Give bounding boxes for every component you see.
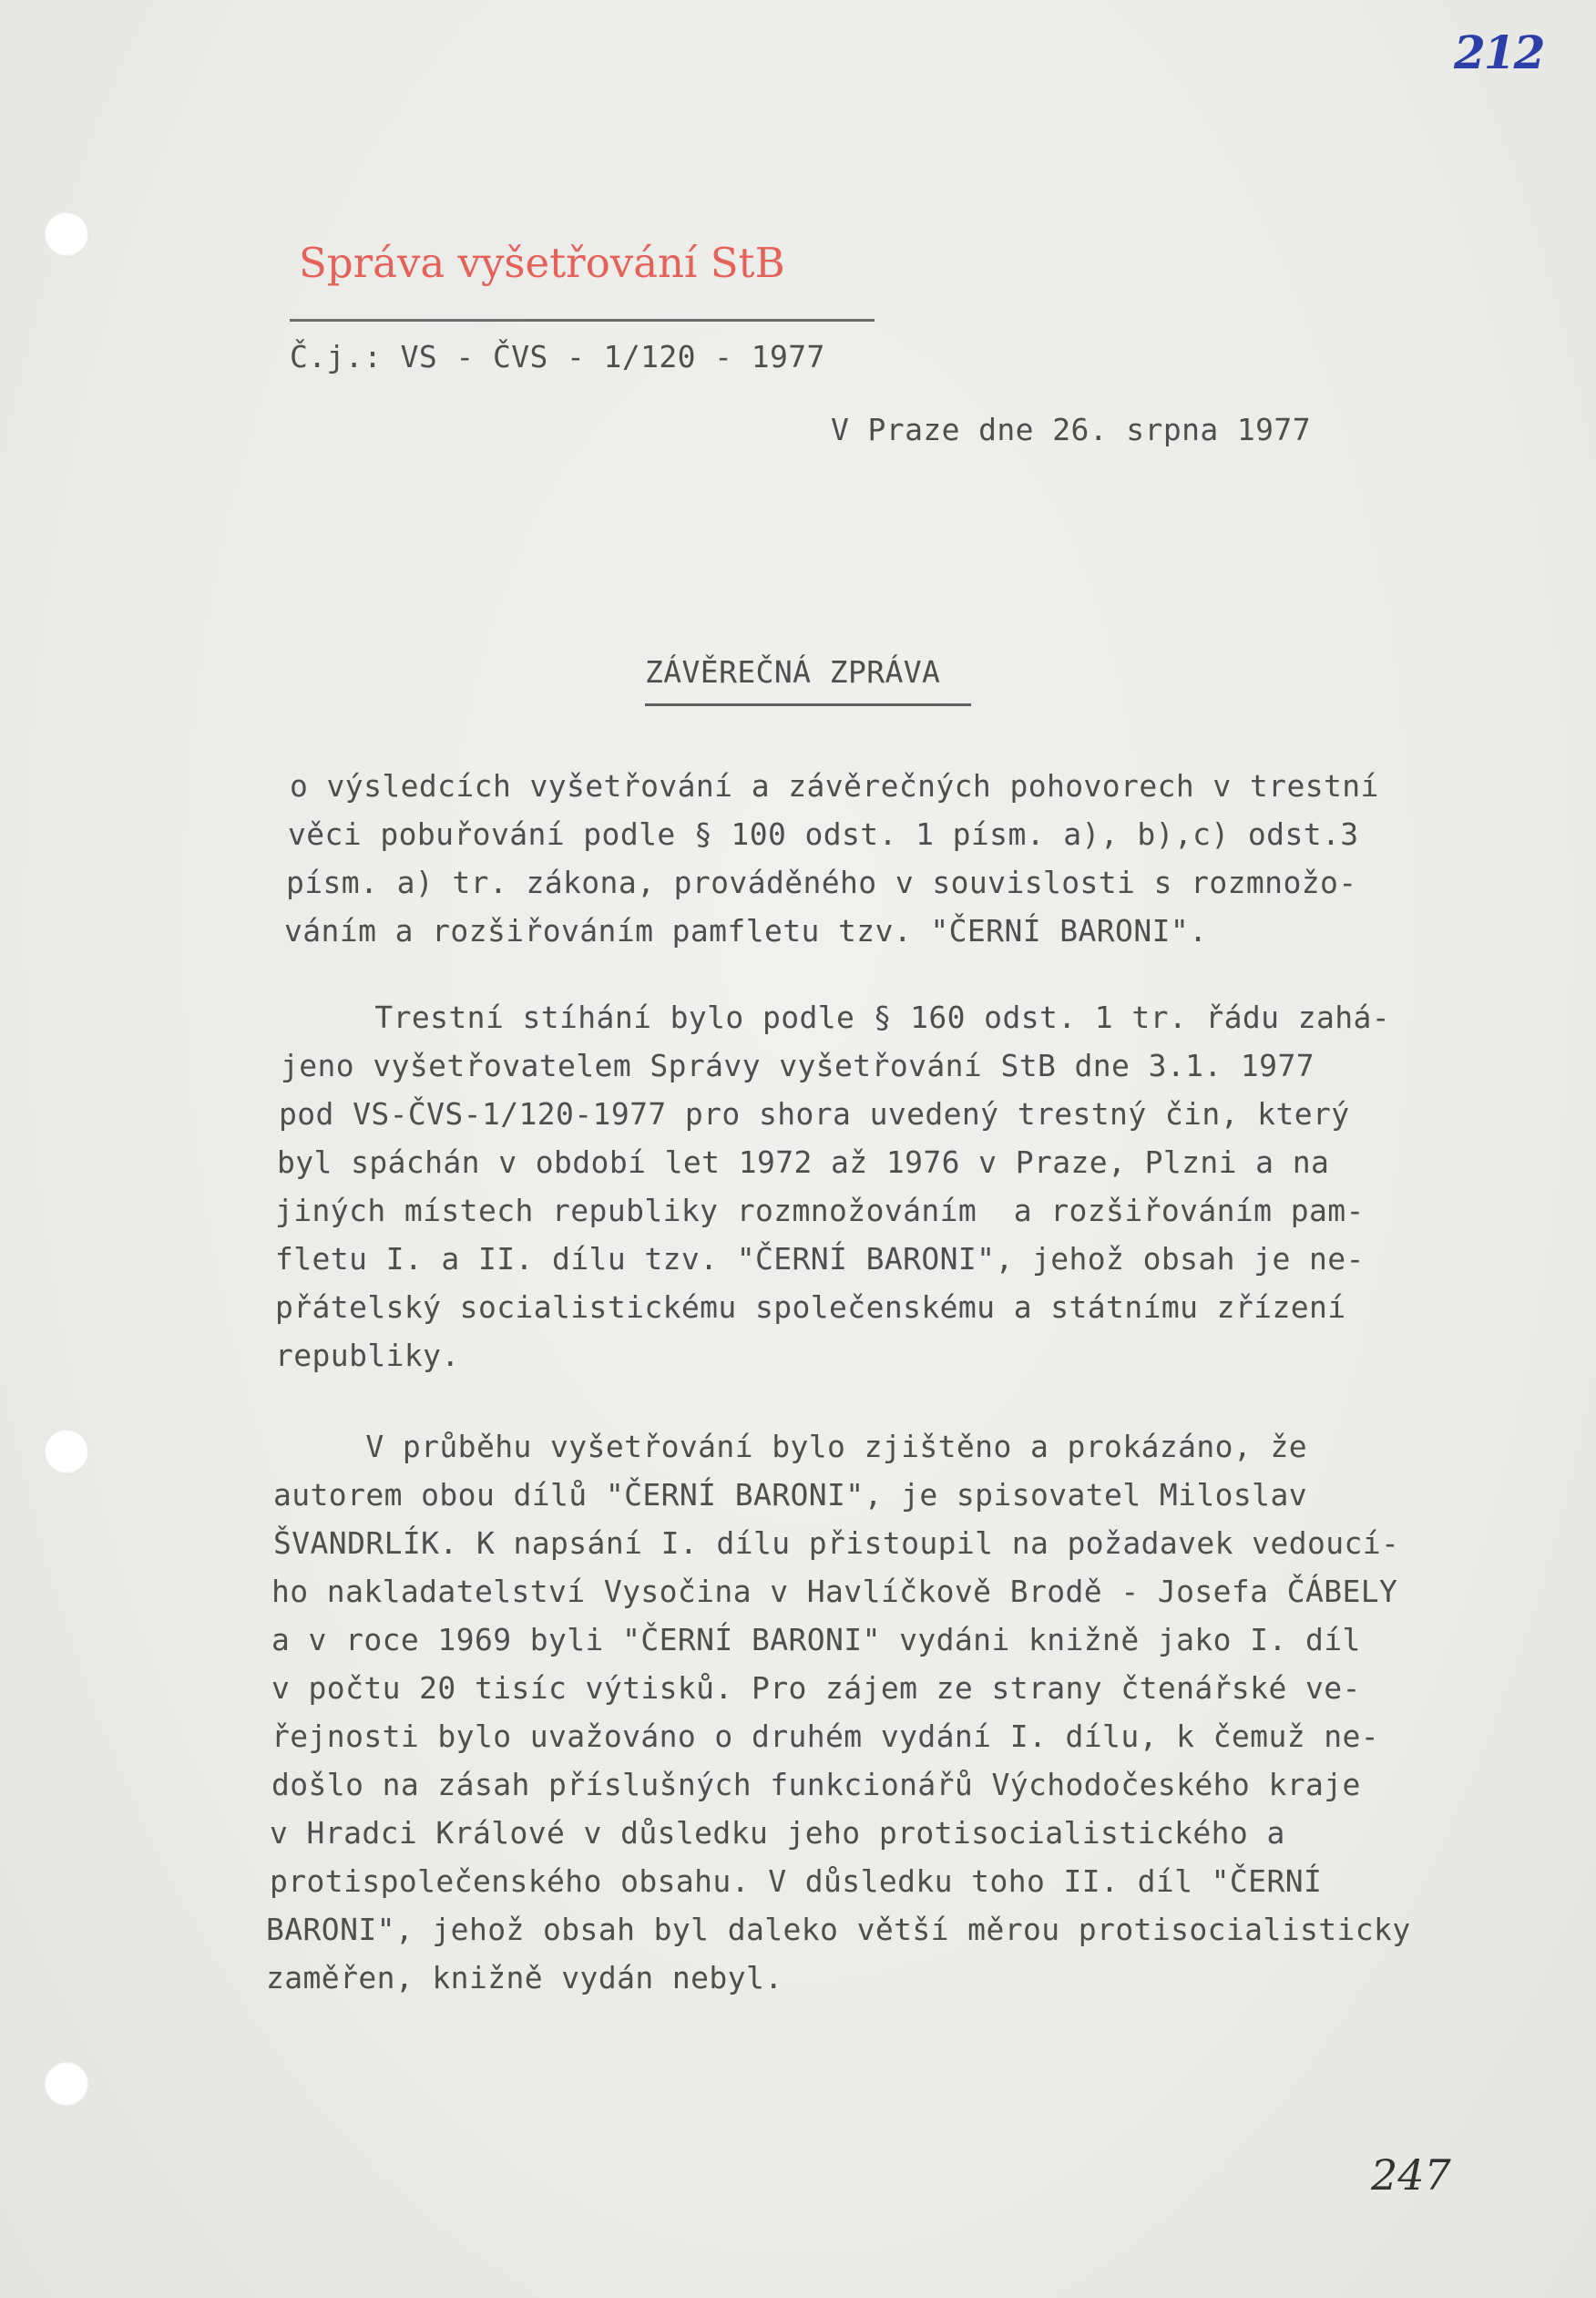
body-line: váním a rozšiřováním pamfletu tzv. "ČERNÍ BARONI". (284, 913, 1208, 949)
folio-number-bottom: 247 (1371, 2150, 1451, 2200)
punch-hole (44, 2061, 89, 2107)
body-line: věci pobuřování podle § 100 odst. 1 písm. a), b),c) odst.3 (288, 816, 1359, 852)
body-line: BARONI", jehož obsah byl daleko větší měrou protisocialisticky (266, 1912, 1411, 1947)
body-line: v Hradci Králové v důsledku jeho protisocialistického a (270, 1815, 1285, 1851)
body-line: republiky. (275, 1338, 460, 1373)
punch-hole (44, 211, 89, 257)
body-line: došlo na zásah příslušných funkcionářů Východočeského kraje (271, 1767, 1361, 1802)
body-line: V průběhu vyšetřování bylo zjištěno a prokázáno, že (273, 1429, 1307, 1464)
body-line: jeno vyšetřovatelem Správy vyšetřování StB dne 3.1. 1977 (281, 1048, 1315, 1083)
body-line: o výsledcích vyšetřování a závěrečných pohovorech v trestní (290, 768, 1379, 804)
date-line: V Praze dne 26. srpna 1977 (831, 412, 1311, 447)
heading-underline (645, 703, 971, 706)
body-line: byl spáchán v období let 1972 až 1976 v Praze, Plzni a na (277, 1144, 1330, 1180)
body-line: písm. a) tr. zákona, prováděného v souvislosti s rozmnožo- (286, 865, 1357, 900)
body-line: pod VS-ČVS-1/120-1977 pro shora uvedený trestný čin, který (279, 1096, 1350, 1132)
body-line: a v roce 1969 byli "ČERNÍ BARONI" vydáni knižně jako I. díl (271, 1622, 1361, 1657)
body-line: zaměřen, knižně vydán nebyl. (266, 1960, 783, 1995)
body-line: Trestní stíhání bylo podle § 160 odst. 1 tr. řádu zahá- (282, 1000, 1391, 1035)
stamp-underline (290, 319, 875, 322)
body-line: jiných místech republiky rozmnožováním a rozšiřováním pam- (275, 1193, 1365, 1228)
reference-number: Č.j.: VS - ČVS - 1/120 - 1977 (290, 339, 825, 374)
body-line: přátelský socialistickému společenskému a státnímu zřízení (275, 1289, 1346, 1325)
document-heading: ZÁVĚREČNÁ ZPRÁVA (645, 654, 941, 690)
body-line: fletu I. a II. dílu tzv. "ČERNÍ BARONI", jehož obsah je ne- (275, 1241, 1365, 1277)
body-line: autorem obou dílů "ČERNÍ BARONI", je spisovatel Miloslav (273, 1477, 1307, 1513)
body-line: v počtu 20 tisíc výtisků. Pro zájem ze strany čtenářské ve- (271, 1670, 1361, 1706)
punch-hole (44, 1429, 89, 1474)
body-line: ŠVANDRLÍK. K napsání I. dílu přistoupil na požadavek vedoucí- (273, 1525, 1400, 1561)
folio-number-top: 212 (1454, 26, 1544, 79)
body-line: ho nakladatelství Vysočina v Havlíčkově Brodě - Josefa ČÁBELY (271, 1574, 1398, 1609)
body-line: protispolečenského obsahu. V důsledku toho II. díl "ČERNÍ (270, 1863, 1323, 1899)
body-line: řejnosti bylo uvažováno o druhém vydání I. dílu, k čemuž ne- (271, 1718, 1380, 1754)
office-stamp: Správa vyšetřování StB (299, 239, 785, 287)
